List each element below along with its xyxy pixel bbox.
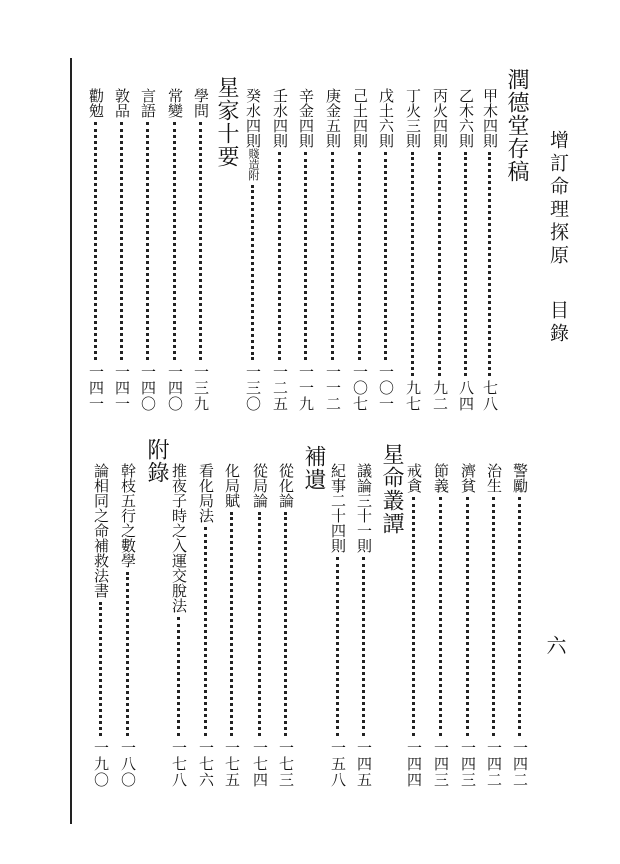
toc-entry-label: 癸水四則 xyxy=(244,88,262,148)
toc-entry-page: 一七四 xyxy=(251,740,269,788)
dot-leader xyxy=(331,152,334,360)
toc-entry-page: 七八 xyxy=(481,380,499,412)
dot-leader xyxy=(120,122,123,360)
dot-leader xyxy=(99,602,102,736)
dot-leader xyxy=(438,152,441,376)
dot-leader xyxy=(251,185,254,360)
dot-leader xyxy=(412,497,415,736)
toc-entry-label: 丙火四則 xyxy=(431,88,449,148)
dot-leader xyxy=(362,557,365,736)
toc-entry-label: 言語 xyxy=(139,88,157,118)
top-toc-entry xyxy=(352,88,367,412)
bottom-toc-entry xyxy=(512,463,527,788)
toc-entry-page: 一七三 xyxy=(277,740,295,788)
dot-leader xyxy=(492,497,495,736)
bottom-toc-entry xyxy=(330,463,345,788)
bottom-toc-entry xyxy=(356,463,371,788)
toc-entry-page: 一五八 xyxy=(329,740,347,788)
toc-entry-page: 一四〇 xyxy=(139,364,157,412)
toc-entry-page: 一四五 xyxy=(355,740,373,788)
toc-entry-label: 化局賦 xyxy=(223,463,241,508)
dot-leader xyxy=(518,497,521,736)
toc-entry-page: 一七六 xyxy=(197,740,215,788)
top-toc-entry xyxy=(378,88,393,412)
toc-entry-label: 甲木四則 xyxy=(481,88,499,148)
toc-entry-page: 一四三 xyxy=(432,740,450,788)
toc-entry-page: 一八〇 xyxy=(119,740,137,788)
dot-leader xyxy=(466,497,469,736)
toc-entry-label: 勸勉 xyxy=(87,88,105,118)
top-toc-entry xyxy=(482,88,497,412)
dot-leader xyxy=(199,122,202,360)
page-number: 六 xyxy=(543,635,567,655)
top-toc-entry xyxy=(432,88,447,412)
toc-entry-label: 學問 xyxy=(192,88,210,118)
dot-leader xyxy=(488,152,491,376)
running-head-subtitle: 目錄 xyxy=(547,300,569,346)
toc-entry-label: 庚金五則 xyxy=(324,88,342,148)
top-toc-entry xyxy=(140,88,155,412)
dot-leader xyxy=(384,152,387,360)
bottom-toc-entry xyxy=(120,463,135,788)
dot-leader xyxy=(94,122,97,360)
bottom-toc-entry xyxy=(93,463,108,788)
toc-entry-label: 敦品 xyxy=(113,88,131,118)
section-heading-xingming: 星命叢譚 xyxy=(379,443,404,535)
dot-leader xyxy=(204,527,207,736)
top-toc-entry xyxy=(405,88,420,412)
toc-entry-label: 看化局法 xyxy=(197,463,215,523)
dot-leader xyxy=(126,572,129,736)
dot-leader xyxy=(358,152,361,360)
toc-entry-note: 賤造附 xyxy=(247,148,260,181)
toc-entry-label: 戒貪 xyxy=(405,463,423,493)
toc-entry-page: 一一二 xyxy=(324,364,342,412)
toc-entry-label: 治生 xyxy=(485,463,503,493)
toc-entry-label: 幹枝五行之數學 xyxy=(119,463,137,568)
toc-entry-page: 一四二 xyxy=(485,740,503,788)
section-heading-rundetang: 潤德堂存稿 xyxy=(504,68,529,183)
dot-leader xyxy=(439,497,442,736)
top-toc-entry xyxy=(458,88,473,412)
toc-entry-page: 一二五 xyxy=(271,364,289,412)
dot-leader xyxy=(464,152,467,376)
top-toc-entry xyxy=(193,88,208,412)
toc-entry-page: 一〇七 xyxy=(351,364,369,412)
top-toc-entry xyxy=(245,88,260,412)
toc-entry-page: 一四二 xyxy=(511,740,529,788)
toc-entry-page: 九二 xyxy=(431,380,449,412)
toc-entry-label: 從局論 xyxy=(251,463,269,508)
top-toc-entry xyxy=(272,88,287,412)
toc-entry-page: 一四一 xyxy=(87,364,105,412)
toc-entry-label: 紀事二十四則 xyxy=(329,463,347,553)
toc-entry-label: 戊土六則 xyxy=(377,88,395,148)
toc-entry-page: 八四 xyxy=(457,380,475,412)
top-toc-entry xyxy=(88,88,103,412)
toc-entry-page: 一四三 xyxy=(459,740,477,788)
toc-entry-page: 一九〇 xyxy=(92,740,110,788)
dot-leader xyxy=(304,152,307,360)
section-heading-fulu: 附錄 xyxy=(144,438,169,484)
bottom-toc-entry xyxy=(486,463,501,788)
bottom-toc-entry xyxy=(433,463,448,788)
toc-entry-page: 一三九 xyxy=(192,364,210,412)
toc-entry-label: 濟貧 xyxy=(459,463,477,493)
toc-entry-page: 一一九 xyxy=(297,364,315,412)
toc-entry-label: 辛金四則 xyxy=(297,88,315,148)
toc-entry-page: 一〇一 xyxy=(377,364,395,412)
toc-entry-page: 一四四 xyxy=(405,740,423,788)
toc-entry-page: 一三〇 xyxy=(244,364,262,412)
toc-entry-label: 己土四則 xyxy=(351,88,369,148)
section-heading-buyi: 補遺 xyxy=(301,445,326,491)
toc-entry-label: 從化論 xyxy=(277,463,295,508)
toc-entry-label: 警勵 xyxy=(511,463,529,493)
section-heading-xingjia: 星家十要 xyxy=(214,76,239,168)
top-toc-entry xyxy=(298,88,313,412)
toc-entry-label: 議論三十一則 xyxy=(355,463,373,553)
dot-leader xyxy=(146,122,149,360)
toc-entry-label: 丁火三則 xyxy=(404,88,422,148)
top-toc-entry xyxy=(114,88,129,412)
toc-entry-label: 乙木六則 xyxy=(457,88,475,148)
top-toc-entry xyxy=(325,88,340,412)
running-head-title: 增訂命理探原 xyxy=(547,130,569,268)
bottom-toc-entry xyxy=(406,463,421,788)
dot-leader xyxy=(258,512,261,736)
toc-entry-label: 壬水四則 xyxy=(271,88,289,148)
toc-entry-label: 論相同之命補救法書 xyxy=(92,463,110,598)
dot-leader xyxy=(278,152,281,360)
bottom-toc-entry xyxy=(171,463,186,788)
bottom-toc-entry xyxy=(224,463,239,788)
top-toc-entry xyxy=(167,88,182,412)
bottom-toc-entry xyxy=(198,463,213,788)
toc-entry-label: 常變 xyxy=(166,88,184,118)
dot-leader xyxy=(411,152,414,376)
toc-entry-page: 一四一 xyxy=(113,364,131,412)
bottom-toc-entry xyxy=(252,463,267,788)
dot-leader xyxy=(284,512,287,736)
toc-entry-page: 一四〇 xyxy=(166,364,184,412)
dot-leader xyxy=(173,122,176,360)
toc-entry-label: 推夜子時之入運交脫法 xyxy=(170,463,188,613)
toc-entry-label: 節義 xyxy=(432,463,450,493)
dot-leader xyxy=(230,512,233,736)
dot-leader xyxy=(177,617,180,736)
dot-leader xyxy=(336,557,339,736)
toc-entry-page: 一七五 xyxy=(223,740,241,788)
toc-entry-page: 一七八 xyxy=(170,740,188,788)
bottom-toc-entry xyxy=(460,463,475,788)
toc-entry-page: 九七 xyxy=(404,380,422,412)
bottom-toc-entry xyxy=(278,463,293,788)
